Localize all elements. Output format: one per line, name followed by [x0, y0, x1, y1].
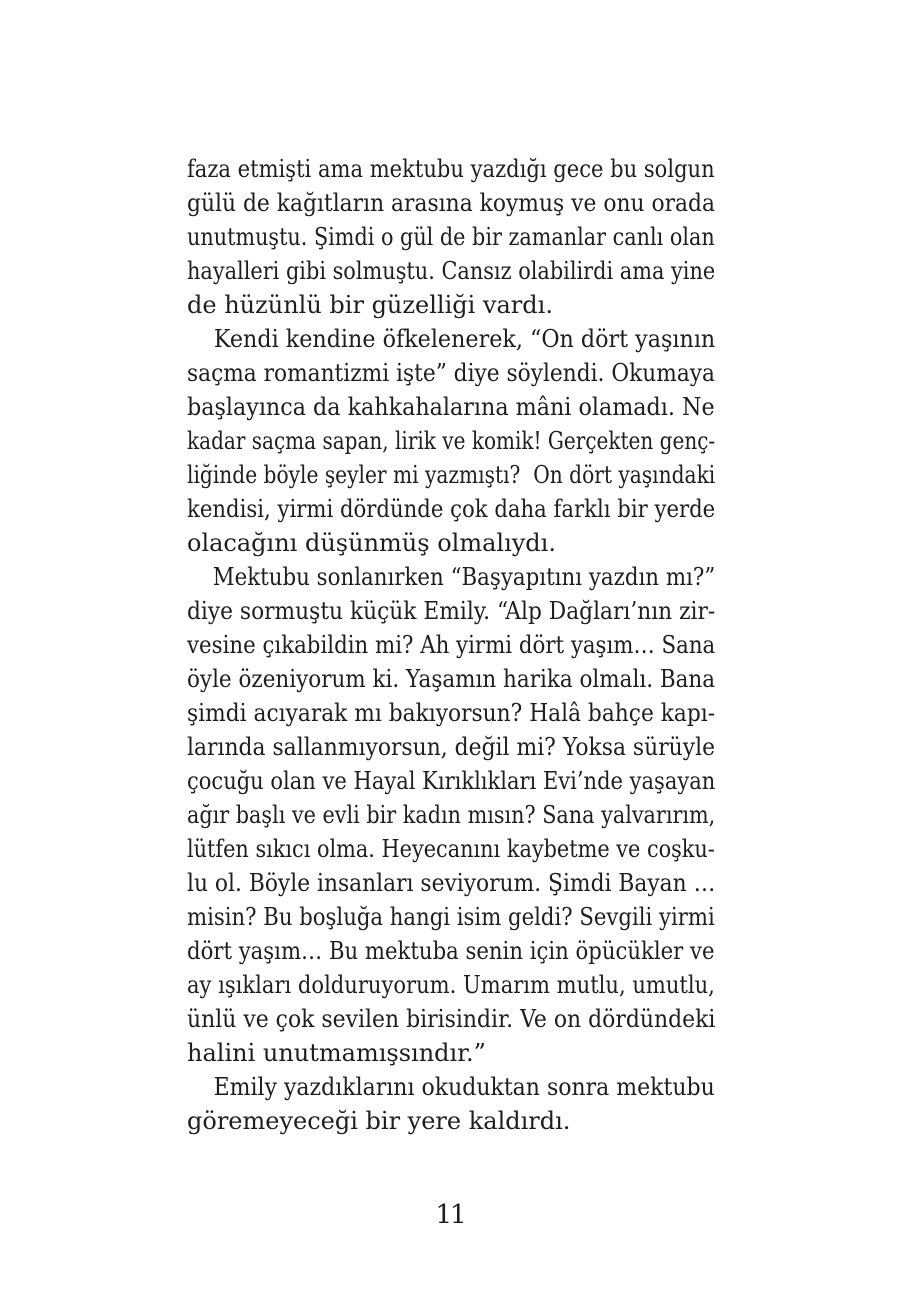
page-number: 11	[435, 1200, 465, 1230]
text-line: ünlü ve çok sevilen birisindir. Ve on dördündeki	[187, 1005, 716, 1033]
text-line: de hüzünlü bir güzelliği vardı.	[187, 291, 553, 319]
text-line: lütfen sıkıcı olma. Heyecanını kaybetme ve coşku-	[187, 835, 715, 863]
text-line: öyle özeniyorum ki. Yaşamın harika olmalı. Bana	[187, 665, 716, 693]
text-line: halini unutmamışsındır.”	[187, 1039, 486, 1067]
text-line: göremeyeceği bir yere kaldırdı.	[187, 1107, 571, 1135]
text-line: Emily yazdıklarını okuduktan sonra mektubu	[213, 1073, 715, 1101]
text-line: ay ışıkları dolduruyorum. Umarım mutlu, umutlu,	[187, 971, 715, 999]
text-line: gülü de kağıtların arasına koymuş ve onu orada	[187, 189, 716, 217]
text-line: kendisi, yirmi dördünde çok daha farklı bir yerde	[187, 495, 716, 523]
text-line: saçma romantizmi işte” diye söylendi. Okumaya	[187, 359, 715, 387]
paragraph-3	[187, 560, 715, 1070]
text-line: Mektubu sonlanırken “Başyapıtını yazdın mı?”	[212, 563, 716, 591]
text-line: liğinde böyle şeyler mi yazmıştı? On dört yaşındaki	[187, 461, 716, 489]
text-line: ağır başlı ve evli bir kadın mısın? Sana yalvarırım,	[187, 801, 716, 829]
text-line: Kendi kendine öfkelenerek, “On dört yaşının	[213, 325, 716, 353]
text-line: başlayınca da kahkahalarına mâni olamadı. Ne	[187, 393, 715, 421]
text-line: diye sormuştu küçük Emily. “Alp Dağları’nın zir-	[187, 597, 716, 625]
paragraph-4	[187, 1070, 715, 1138]
paragraph-1	[187, 152, 715, 322]
text-line: dört yaşım… Bu mektuba senin için öpücükler ve	[187, 937, 715, 965]
text-line: lu ol. Böyle insanları seviyorum. Şimdi Bayan …	[187, 869, 716, 897]
text-line: kadar saçma sapan, lirik ve komik! Gerçekten genç-	[187, 427, 716, 455]
text-line: olacağını düşünmüş olmalıydı.	[187, 529, 556, 557]
text-line: faza etmişti ama mektubu yazdığı gece bu solgun	[187, 155, 715, 183]
body-text	[187, 152, 715, 1138]
text-line: şimdi acıyarak mı bakıyorsun? Halâ bahçe kapı-	[187, 699, 716, 727]
text-line: çocuğu olan ve Hayal Kırıklıkları Evi’nde yaşayan	[187, 767, 716, 795]
text-line: misin? Bu boşluğa hangi isim geldi? Sevgili yirmi	[187, 903, 715, 931]
text-line: vesine çıkabildin mi? Ah yirmi dört yaşım… Sana	[187, 631, 716, 659]
text-line: hayalleri gibi solmuştu. Cansız olabilirdi ama yine	[187, 257, 716, 285]
text-line: unutmuştu. Şimdi o gül de bir zamanlar canlı olan	[187, 223, 715, 251]
paragraph-2	[187, 322, 715, 560]
text-line: larında sallanmıyorsun, değil mi? Yoksa sürüyle	[187, 733, 716, 761]
